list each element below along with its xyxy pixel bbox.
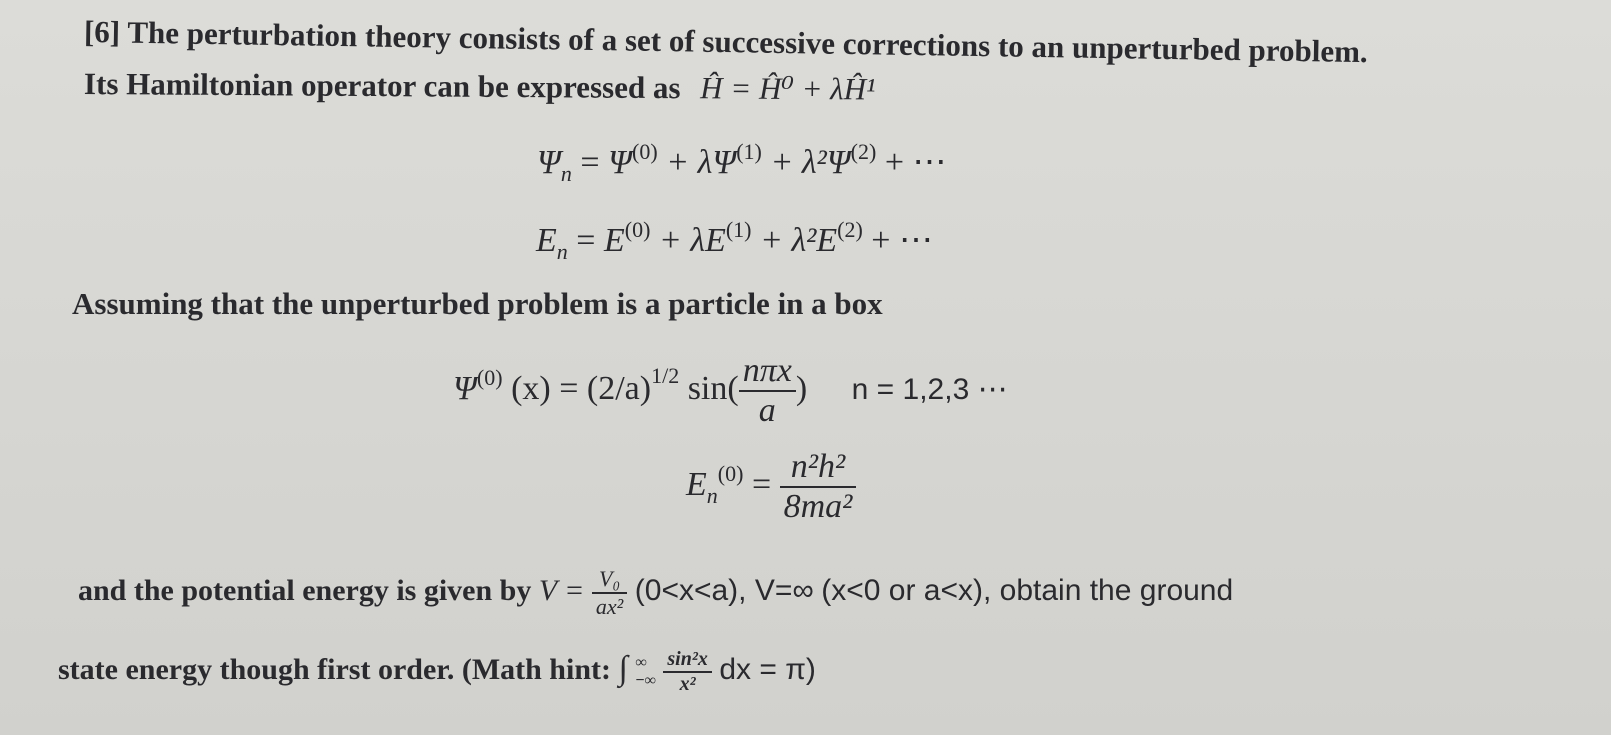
intro-text-1: The perturbation theory consists of a set of successive corrections to an unperturbed problem. [127,14,1368,70]
hamiltonian-equation: Ĥ = Ĥ⁰ + λĤ¹ [700,70,876,107]
pib-energy: $E_n^{(0)}$ = $\frac{\text{n²h²}}{\text{8ma²}}$ [686,448,856,526]
pib-wavefunction: $\Psi^{(0)}$ $(x) = (2/a)^{1/2}$ sin( $\frac{\text{nπx}}{a}$ ) n = 1,2,3 ⋯ [453,352,1008,429]
potential-line: and the potential energy is given by V = $\frac{\text{V₀}}{\text{ax²}}$ (0<x<a), V=∞ (x<0 or a<x), obtain the ground [78,566,1234,619]
energy-expansion: $E_n = E^{(0)} + \lambda E^{(1)} + \lambda^2E^{(2)}$ + ⋯ [536,217,933,264]
problem-number: [6] [83,14,121,50]
assumption-text: Assuming that the unperturbed problem is a particle in a box [72,286,883,321]
intro-line-2 [84,66,876,108]
psi-expansion: $\Psi_n = \Psi^{(0)} + \lambda\Psi^{(1)} + \lambda^2\Psi^{(2)}$ + ⋯ [537,139,947,186]
intro-text-2: Its Hamiltonian operator can be expressed as [83,66,681,106]
intro-line-1 [84,14,1368,70]
final-line: state energy though first order. (Math hint: ∫ ∞ −∞ $\frac{\text{sin²x}}{\text{x²}}$ dx = π) [58,648,816,695]
n-range: n = 1,2,3 ⋯ [851,372,1008,406]
